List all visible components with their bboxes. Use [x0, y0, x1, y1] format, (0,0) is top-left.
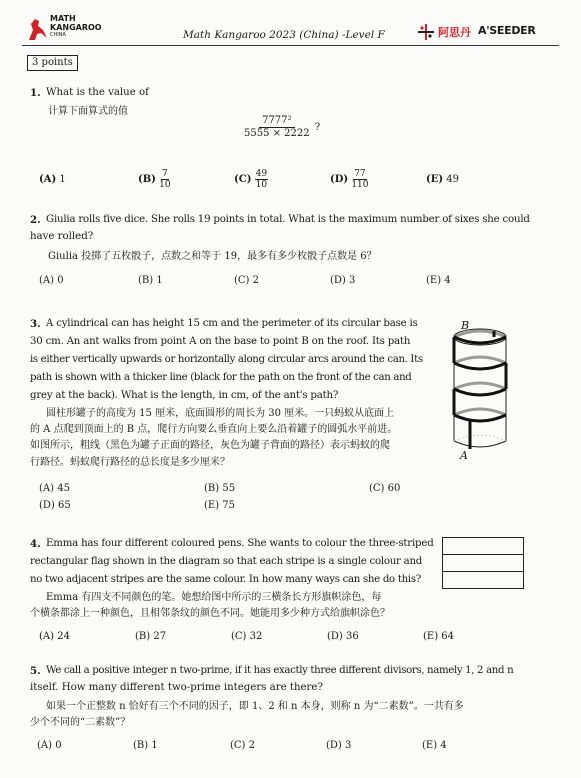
q1-option-d[interactable]: (D) $\frac{77}{110}$: [330, 169, 369, 190]
q3-cn-line4: 行路径。蚂蚁爬行路径的总长度是多少厘米？: [30, 457, 230, 468]
label-a: A: [460, 449, 468, 462]
q3-en-line3: is either vertically upwards or horizontally along circular arcs around the can. Its: [30, 354, 423, 365]
sponsor-cn: 阿思丹: [438, 26, 471, 39]
q4-en-line3: no two adjacent stripes are the same colour. In how many ways can she do this?: [30, 574, 421, 585]
q2-option-c[interactable]: (C) 2: [234, 275, 259, 286]
q1-expr-den: 5555 × 2222: [244, 128, 310, 139]
q3-cn-line1: 圆柱形罐子的高度为 15 厘米，底面圆形的周长为 30 厘米。一只蚂蚁从底面上: [46, 408, 395, 419]
q3-number: 3.: [30, 318, 41, 330]
q1-expr-q: ?: [314, 122, 321, 133]
q3-cn-line3: 如图所示，粗线（黑色为罐子正面的路径，灰色为罐子背面的路径）表示蚂蚁的爬: [30, 440, 390, 451]
q1-option-c[interactable]: (C) $\frac{49}{10}$: [234, 169, 268, 190]
q1-option-b[interactable]: (B) $\frac{7}{10}$: [138, 169, 171, 190]
q2-option-b[interactable]: (B) 1: [138, 275, 163, 286]
flag-stripe-middle: [443, 555, 523, 572]
q4-option-b[interactable]: (B) 27: [135, 631, 167, 642]
q3-option-a[interactable]: (A) 45: [39, 483, 70, 494]
points-label: 3 points: [27, 55, 78, 71]
sponsor-icon: [418, 24, 434, 40]
q3-en-line5: grey at the back). What is the length, in cm, of the ant's path?: [30, 390, 339, 401]
q5-option-a[interactable]: (A) 0: [37, 740, 62, 751]
q3-option-d[interactable]: (D) 65: [39, 500, 71, 511]
kangaroo-icon: [26, 16, 48, 42]
q3-cn-line2: 的 A 点爬到顶面上的 B 点，爬行方向要么垂直向上要么沿着罐子的圆弧水平前进。: [30, 424, 398, 435]
sponsor-en: A'SEEDER: [478, 24, 536, 37]
q2-number: 2.: [30, 214, 41, 226]
cylinder-figure: [440, 315, 520, 465]
logo-line2: KANGAROO: [50, 23, 102, 32]
flag-stripe-bottom: [443, 572, 523, 588]
q5-option-e[interactable]: (E) 4: [422, 740, 447, 751]
q5-number: 5.: [30, 665, 41, 677]
q4-en-line1: Emma has four different coloured pens. She wants to colour the three-striped: [46, 538, 434, 549]
q5-cn-line1: 如果一个正整数 n 恰好有三个不同的因子，即 1、2 和 n 本身，则称 n 为“二素数”。一共有多: [46, 701, 464, 712]
q5-option-b[interactable]: (B) 1: [133, 740, 158, 751]
q4-option-a[interactable]: (A) 24: [39, 631, 70, 642]
q3-option-e[interactable]: (E) 75: [204, 500, 236, 511]
q4-option-d[interactable]: (D) 36: [327, 631, 359, 642]
kangaroo-logo: [26, 14, 116, 44]
q4-number: 4.: [30, 538, 41, 550]
q3-option-b[interactable]: (B) 55: [204, 483, 236, 494]
q4-option-c[interactable]: (C) 32: [231, 631, 263, 642]
sponsor-logo: [418, 22, 558, 42]
label-b: B: [461, 319, 470, 332]
q1-expression: [244, 115, 320, 140]
q3-en-line1: A cylindrical can has height 15 cm and the perimeter of its circular base is: [46, 318, 418, 329]
q2-text-cn: Giulia 投掷了五枚骰子，点数之和等于 19，最多有多少枚骰子点数是 6？: [48, 251, 377, 262]
flag-figure: [442, 537, 524, 589]
q2-option-d[interactable]: (D) 3: [330, 275, 356, 286]
logo-line1: MATH: [50, 14, 76, 23]
q1-expr-num: 7777²: [259, 115, 294, 128]
q4-en-line2: rectangular flag shown in the diagram so that each stripe is a single colour and: [30, 556, 423, 567]
q3-en-line4: path is shown with a thicker line (black for the path on the front of the can and: [30, 372, 412, 383]
q5-line1: We call a positive integer n two-prime, if it has exactly three different divisors, namely 1, 2 and n: [46, 665, 514, 676]
q4-cn-line1: Emma 有四支不同颜色的笔。她想给图中所示的三横条长方形旗帜涂色，每: [46, 592, 382, 603]
q4-option-e[interactable]: (E) 64: [423, 631, 455, 642]
q1-option-a[interactable]: (A) 1: [39, 174, 66, 185]
q3-option-c[interactable]: (C) 60: [369, 483, 401, 494]
q2-option-e[interactable]: (E) 4: [426, 275, 451, 286]
q1-option-e[interactable]: (E) 49: [426, 174, 460, 185]
page-title: Math Kangaroo 2023 (China) -Level F: [183, 29, 385, 41]
q5-option-c[interactable]: (C) 2: [230, 740, 255, 751]
q5-cn-line2: 少个不同的“二素数”？: [30, 717, 131, 728]
q4-cn-line2: 个横条都涂上一种颜色，且相邻条纹的颜色不同。她能用多少种方式给旗帜涂色？: [30, 608, 390, 619]
logo-line3: CHINA: [50, 32, 66, 38]
q2-line2: have rolled?: [30, 231, 94, 242]
q2-option-a[interactable]: (A) 0: [39, 275, 64, 286]
header-divider: [22, 45, 559, 46]
q2-line1: Giulia rolls five dice. She rolls 19 points in total. What is the maximum number of sixes she could: [46, 214, 530, 225]
q5-option-d[interactable]: (D) 3: [326, 740, 352, 751]
flag-stripe-top: [443, 538, 523, 555]
q1-text-en: What is the value of: [46, 87, 149, 98]
q3-en-line2: 30 cm. An ant walks from point A on the base to point B on the roof. Its path: [30, 336, 411, 347]
q1-number: 1.: [30, 87, 41, 99]
q1-text-cn: 计算下面算式的值: [48, 106, 128, 117]
q5-line2: itself. How many different two-prime integers are there?: [30, 682, 323, 693]
